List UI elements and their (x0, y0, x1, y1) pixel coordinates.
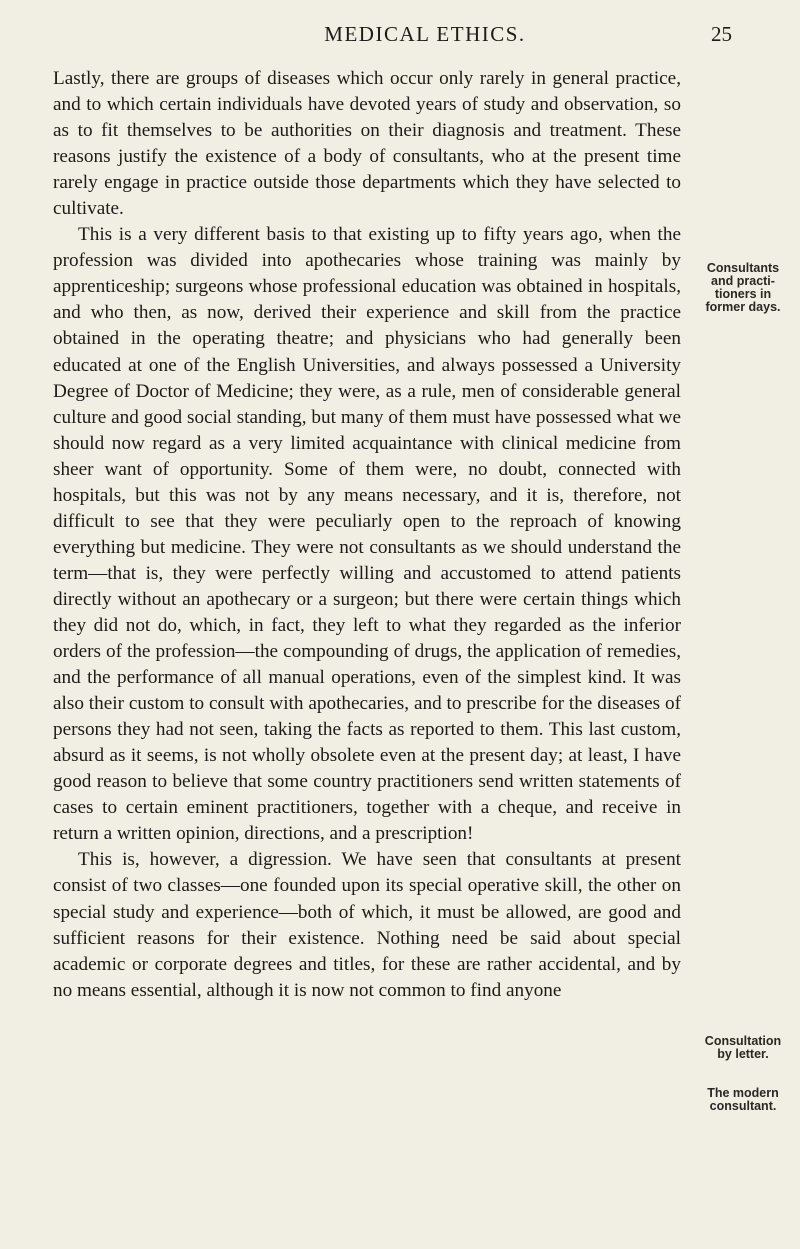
paragraph-3: This is, however, a digression. We have seen that consultants at present consist of two classes—one founded upon its special operative skill, the other on special study and experience—both of which, it must be allowed, are good and sufficient reasons for their existence. Nothing need be said about special academic or corporate degrees and titles, for these are rather accidental, and by no means essential, although it is now not common to find anyone (53, 849, 681, 1001)
sidenote-consultants-former-days (688, 262, 798, 314)
sidenote-line: and practi- (711, 274, 775, 288)
sidenote-line: Consultants (706, 261, 780, 275)
sidenote-line: former days. (705, 300, 781, 314)
running-head (80, 22, 780, 52)
running-title: MEDICAL ETHICS. (324, 22, 526, 46)
sidenote-line: tioners in (714, 287, 772, 301)
body-text (53, 66, 681, 1004)
paragraph-2: This is a very different basis to that existing up to fifty years ago, when the profession was divided into apothecaries whose training was mainly by apprenticeship; surgeons whose professional education was obtained in hospitals, and who then, as now, derived their experience and skill from the practice obtained in the operating theatre; and physicians who had generally been educated at one of the English Universities, and always possessed a University Degree of Doctor of Medicine; they were, as a rule, men of considerable general culture and good social standing, but many of them must have possessed what we should now regard as a very limited acquaintance with clinical medicine from sheer want of opportunity. Some of them were, no doubt, connected with hospitals, but this was not by any means necessary, and it is, therefore, not difficult to see that they were peculiarly open to the reproach of knowing everything but medicine. They were not consultants as we should understand the term—that is, they were perfectly willing and accustomed to attend patients directly without an apothecary or a surgeon; but there were certain things which they did not do, which, in fact, they left to what they regarded as the inferior orders of the profession—the compounding of drugs, the application of remedies, and the performance of all manual operations, even of the simplest kind. It was also their custom to consult with apothecaries, and to prescribe for the diseases of persons they had not seen, taking the facts as reported to them. This last custom, absurd as it seems, is not wholly obsolete even at the present day; at least, I have good reason to believe that some country practitioners send written statements of cases to certain eminent practitioners, together with a cheque, and receive in return a written opinion, directions, and a prescription! (53, 224, 681, 845)
sidenote-line: The modern (707, 1086, 779, 1100)
sidenote-line: by letter. (717, 1047, 769, 1061)
paragraph-1: Lastly, there are groups of diseases which occur only rarely in general practice, and to which certain individuals have devoted years of study and observation, so as to fit themselves to be authorities on their diagnosis and treatment. These reasons justify the existence of a body of consultants, who at the present time rarely engage in practice outside those departments which they have selected to cultivate. (53, 68, 681, 220)
sidenote-line: Consultation (704, 1034, 782, 1048)
sidenote-consultation-by-letter (688, 1035, 798, 1061)
sidenote-modern-consultant (688, 1087, 798, 1113)
sidenote-line: consultant. (709, 1099, 777, 1113)
page-number: 25 (711, 22, 732, 46)
